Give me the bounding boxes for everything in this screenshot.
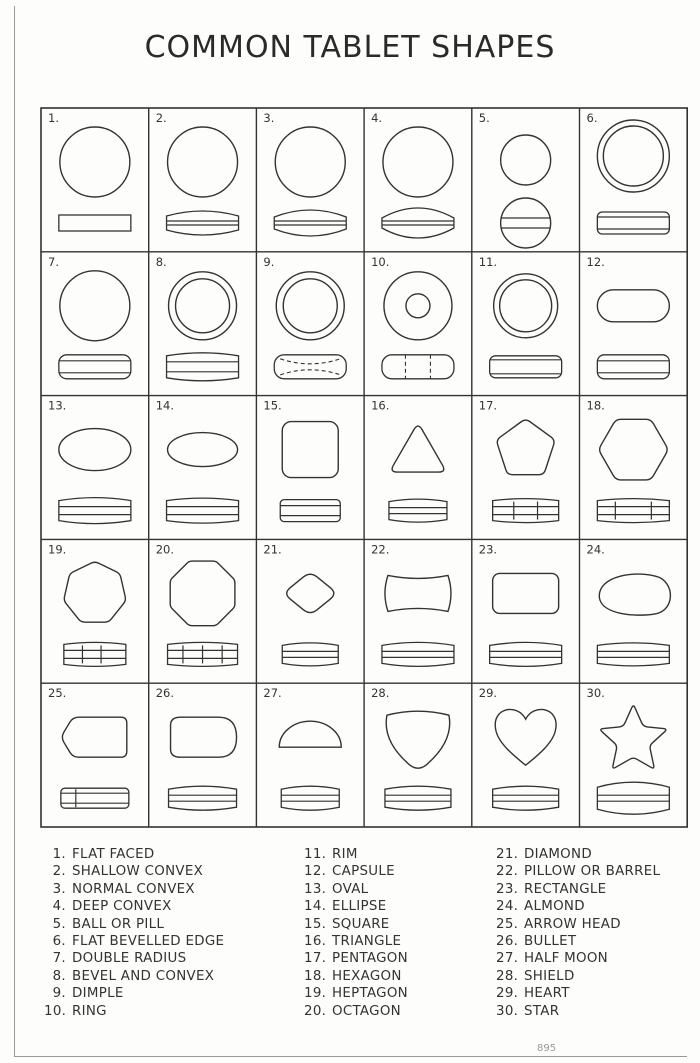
cell-number: 18. [586, 398, 605, 413]
flat-bevelled-tablet-icon [587, 111, 670, 234]
hexagon-tablet-icon [587, 399, 670, 523]
legend-item [496, 898, 660, 915]
legend-label: TRIANGLE [332, 933, 402, 949]
legend-column-1 [44, 846, 224, 1020]
cell-number: 8. [155, 254, 167, 269]
legend-label: HEART [524, 986, 570, 1002]
rectangle-tablet-icon [479, 542, 562, 666]
legend-number: 16. [304, 933, 327, 949]
triangle-tablet-icon [371, 399, 447, 522]
legend-column-2 [304, 846, 408, 1020]
legend-label: CAPSULE [332, 864, 395, 880]
legend-item [496, 1003, 660, 1020]
cell-number: 11. [478, 254, 498, 269]
shield-tablet-icon [371, 686, 451, 810]
legend-number: 11. [304, 847, 327, 862]
page-title: COMMON TABLET SHAPES [144, 30, 556, 65]
legend-number: 18. [304, 968, 327, 984]
legend-item [304, 950, 408, 967]
deep-convex-tablet-icon [371, 111, 454, 238]
cell-number: 3. [263, 111, 275, 125]
legend-label: STAR [524, 1003, 560, 1019]
corner-stamp: 895 [537, 1043, 557, 1054]
legend-item [304, 968, 408, 985]
cell-number: 24. [586, 542, 605, 557]
legend-item [304, 1003, 408, 1020]
cell-number: 2. [155, 111, 167, 125]
legend-item [304, 846, 408, 863]
cell-number: 19. [48, 542, 67, 557]
legend-number: 30. [496, 1003, 519, 1019]
legend-label: DEEP CONVEX [72, 899, 172, 915]
cell-number: 27. [263, 686, 282, 701]
legend-item [304, 881, 408, 898]
legend-item [496, 916, 660, 933]
legend-label: RECTANGLE [524, 881, 607, 897]
legend-label: PENTAGON [332, 951, 408, 967]
cell-number: 25. [48, 686, 67, 701]
legend-item [496, 968, 660, 985]
legend-label: ELLIPSE [332, 899, 387, 915]
legend-item [304, 916, 408, 933]
cell-number: 5. [478, 111, 490, 125]
legend-label: ARROW HEAD [524, 916, 621, 932]
square-tablet-icon [263, 399, 340, 522]
legend-label: SHALLOW CONVEX [72, 864, 204, 880]
cell-number: 30. [586, 686, 605, 701]
cell-number: 14. [155, 398, 174, 413]
legend-label: BALL OR PILL [72, 916, 165, 932]
legend-number: 15. [304, 916, 327, 932]
legend-number: 10. [44, 1003, 67, 1019]
legend-label: ALMOND [524, 899, 585, 915]
legend-item [496, 933, 660, 950]
ellipse-tablet-icon [156, 399, 239, 523]
cell-number: 28. [371, 686, 390, 701]
legend-number: 12. [304, 864, 327, 880]
legend-number: 8. [52, 968, 66, 984]
cell-number: 21. [263, 542, 282, 557]
legend-item [44, 985, 224, 1002]
cell-number: 7. [48, 254, 59, 269]
legend-column-3 [496, 846, 660, 1020]
heart-tablet-icon [479, 686, 559, 810]
diamond-tablet-icon [263, 542, 338, 666]
legend-number: 25. [496, 916, 519, 932]
cell-number: 6. [586, 111, 598, 125]
bevel-convex-tablet-icon [156, 255, 239, 381]
legend-label: FLAT FACED [72, 847, 155, 862]
ball-tablet-icon [479, 111, 551, 248]
legend-label: HALF MOON [524, 951, 608, 967]
cell-number: 1. [48, 111, 59, 125]
legend-number: 9. [52, 986, 66, 1002]
legend-number: 5. [52, 916, 66, 932]
legend-number: 14. [304, 899, 327, 915]
cell-number: 29. [478, 686, 498, 701]
cell-number: 16. [371, 398, 390, 413]
legend-number: 4. [52, 899, 66, 915]
legend-item [496, 985, 660, 1002]
rim-tablet-icon [479, 255, 562, 378]
legend-label: FLAT BEVELLED EDGE [72, 933, 225, 949]
cell-number: 10. [371, 254, 390, 269]
legend-number: 24. [496, 899, 519, 915]
legend-number: 3. [52, 881, 66, 897]
legend-label: SHIELD [524, 968, 575, 984]
cell-number: 9. [263, 254, 275, 269]
legend-item [304, 863, 408, 880]
legend-label: OVAL [332, 881, 369, 897]
legend-number: 23. [496, 881, 519, 897]
half-moon-tablet-icon [263, 686, 341, 810]
legend-item [44, 968, 224, 985]
flat-faced-tablet-icon [48, 111, 131, 231]
legend-label: BULLET [524, 933, 577, 949]
cell-number: 15. [263, 398, 282, 413]
legend-item [44, 1003, 224, 1020]
legend-item [44, 950, 224, 967]
octagon-tablet-icon [156, 542, 238, 666]
legend-label: SQUARE [332, 916, 390, 932]
double-radius-tablet-icon [48, 255, 131, 379]
cell-number: 26. [155, 686, 174, 701]
legend-number: 29. [496, 986, 519, 1002]
shallow-convex-tablet-icon [156, 111, 239, 235]
dimple-tablet-icon [263, 255, 346, 379]
legend-number: 27. [496, 951, 519, 967]
cell-number: 23. [478, 542, 498, 557]
legend-number: 19. [304, 986, 327, 1002]
cell-number: 22. [371, 542, 390, 557]
legend-item [304, 933, 408, 950]
legend-number: 13. [304, 881, 327, 897]
legend-item [496, 950, 660, 967]
legend-item [304, 898, 408, 915]
legend-number: 1. [52, 847, 66, 862]
legend-number: 6. [52, 933, 66, 949]
legend-number: 21. [496, 847, 519, 862]
legend-label: RIM [332, 847, 358, 862]
pentagon-tablet-icon [479, 399, 559, 523]
legend-item [496, 881, 660, 898]
almond-tablet-icon [587, 542, 671, 666]
legend-label: BEVEL AND CONVEX [72, 968, 215, 984]
pillow-tablet-icon [371, 542, 454, 666]
legend-label: HEPTAGON [332, 986, 409, 1002]
legend-number: 28. [496, 968, 519, 984]
legend-label: HEXAGON [332, 968, 402, 984]
legend-label: NORMAL CONVEX [72, 881, 195, 897]
legend-item [44, 863, 224, 880]
cell-number: 12. [586, 254, 605, 269]
legend-label: DOUBLE RADIUS [72, 951, 187, 967]
legend-number: 2. [52, 864, 66, 880]
arrow-head-tablet-icon [48, 686, 129, 808]
legend-item [44, 898, 224, 915]
legend-number: 26. [496, 933, 519, 949]
legend-label: OCTAGON [332, 1003, 401, 1019]
legend-item [44, 881, 224, 898]
legend-label: DIMPLE [72, 986, 124, 1002]
legend-item [44, 846, 224, 863]
legend-label: PILLOW OR BARREL [524, 864, 661, 880]
legend-item [496, 846, 660, 863]
star-tablet-icon [587, 686, 670, 814]
legend-item [44, 916, 224, 933]
legend-number: 17. [304, 951, 327, 967]
legend-item [496, 863, 660, 880]
oval-tablet-icon [48, 399, 131, 524]
legend-label: RING [72, 1003, 107, 1019]
legend-number: 20. [304, 1003, 327, 1019]
cell-number: 17. [478, 398, 498, 413]
normal-convex-tablet-icon [263, 111, 346, 236]
legend-item [304, 985, 408, 1002]
cell-number: 4. [371, 111, 383, 125]
legend-label: DIAMOND [524, 847, 592, 862]
capsule-tablet-icon [587, 255, 670, 379]
legend-number: 22. [496, 864, 519, 880]
ring-tablet-icon [371, 255, 454, 379]
legend-item [44, 933, 224, 950]
cell-number: 13. [48, 398, 67, 413]
cell-number: 20. [155, 542, 174, 557]
legend-number: 7. [52, 951, 66, 967]
bullet-tablet-icon [156, 686, 237, 810]
heptagon-tablet-icon [48, 542, 126, 666]
